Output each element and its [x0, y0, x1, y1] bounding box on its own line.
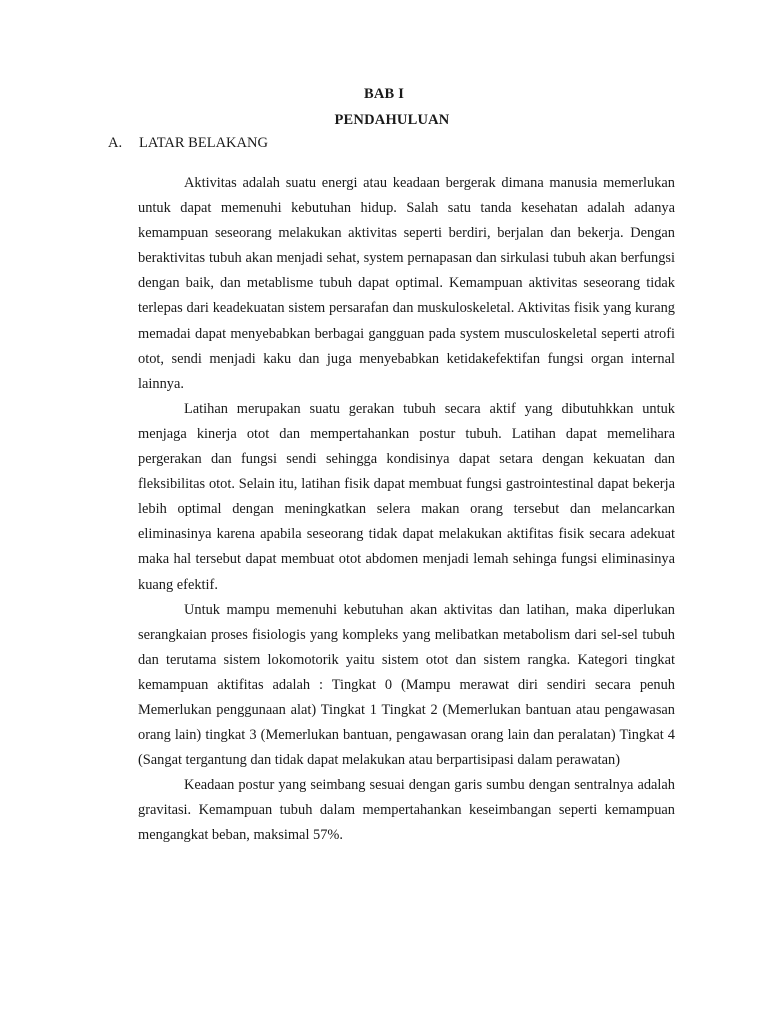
section-title: LATAR BELAKANG	[139, 135, 268, 151]
chapter-title: PENDAHULUAN	[334, 112, 450, 128]
section-letter: A.	[108, 135, 123, 151]
paragraph-3: Untuk mampu memenuhi kebutuhan akan aktivitas dan latihan, maka diperlukan serangkaian proses fisiologis yang kompleks yang melibatkan metabolism dari sel-sel tubuh dan terutama sistem lokomotorik yaitu sistem otot dan sistem rangka. Kategori tingkat kemampuan aktifitas adalah : Tingkat 0 (Mampu merawat diri sendiri secara penuh Memerlukan penggunaan alat) Tingkat 1 Tingkat 2 (Memerlukan bantuan atau pengawasan orang lain) tingkat 3 (Memerlukan bantuan, pengawasan orang lain dan peralatan) Tingkat 4 (Sangat tergantung dan tidak dapat melakukan atau berpartisipasi dalam perawatan)	[138, 601, 675, 769]
paragraph-1: Aktivitas adalah suatu energi atau keadaan bergerak dimana manusia memerlukan untuk dapat memenuhi kebutuhan hidup. Salah satu tanda kesehatan adalah adanya kemampuan seseorang melakukan aktivitas seperti berdiri, berjalan dan bekerja. Dengan beraktivitas tubuh akan menjadi sehat, system pernapasan dan sirkulasi tubuh akan berfungsi dengan baik, dan metablisme tubuh dapat optimal. Kemampuan aktivitas seseorang tidak terlepas dari keadekuatan sistem persarafan dan muskuloskeletal. Aktivitas fisik yang kurang memadai dapat menyebabkan berbagai gangguan pada system musculoskeletal seperti atrofi otot, sendi menjadi kaku dan juga menyebabkan ketidakefektifan fungsi organ internal lainnya.	[138, 175, 675, 392]
chapter-number: BAB I	[363, 86, 405, 102]
paragraph-4: Keadaan postur yang seimbang sesuai dengan garis sumbu dengan sentralnya adalah gravitasi. Kemampuan tubuh dalam mempertahankan keseimbangan seperti kemampuan mengangkat beban, maksimal 57%.	[138, 777, 675, 844]
body-text	[138, 171, 675, 849]
paragraph-2: Latihan merupakan suatu gerakan tubuh secara aktif yang dibutuhkkan untuk menjaga kinerja otot dan mempertahankan postur tubuh. Latihan dapat memelihara pergerakan dan fungsi sendi sehingga kondisinya dapat setara dengan kekuatan dan fleksibilitas otot. Selain itu, latihan fisik dapat membuat fungsi gastrointestinal dapat bekerja lebih optimal dengan meningkatkan selera makan orang tersebut dan melancarkan eliminasinya karena apabila seseorang tidak dapat melakukan aktifitas fisik secara adekuat maka hal tersebut dapat membuat otot abdomen menjadi lemah sehinga fungsi eliminasinya kuang efektif.	[138, 400, 675, 593]
section-heading	[108, 135, 268, 152]
